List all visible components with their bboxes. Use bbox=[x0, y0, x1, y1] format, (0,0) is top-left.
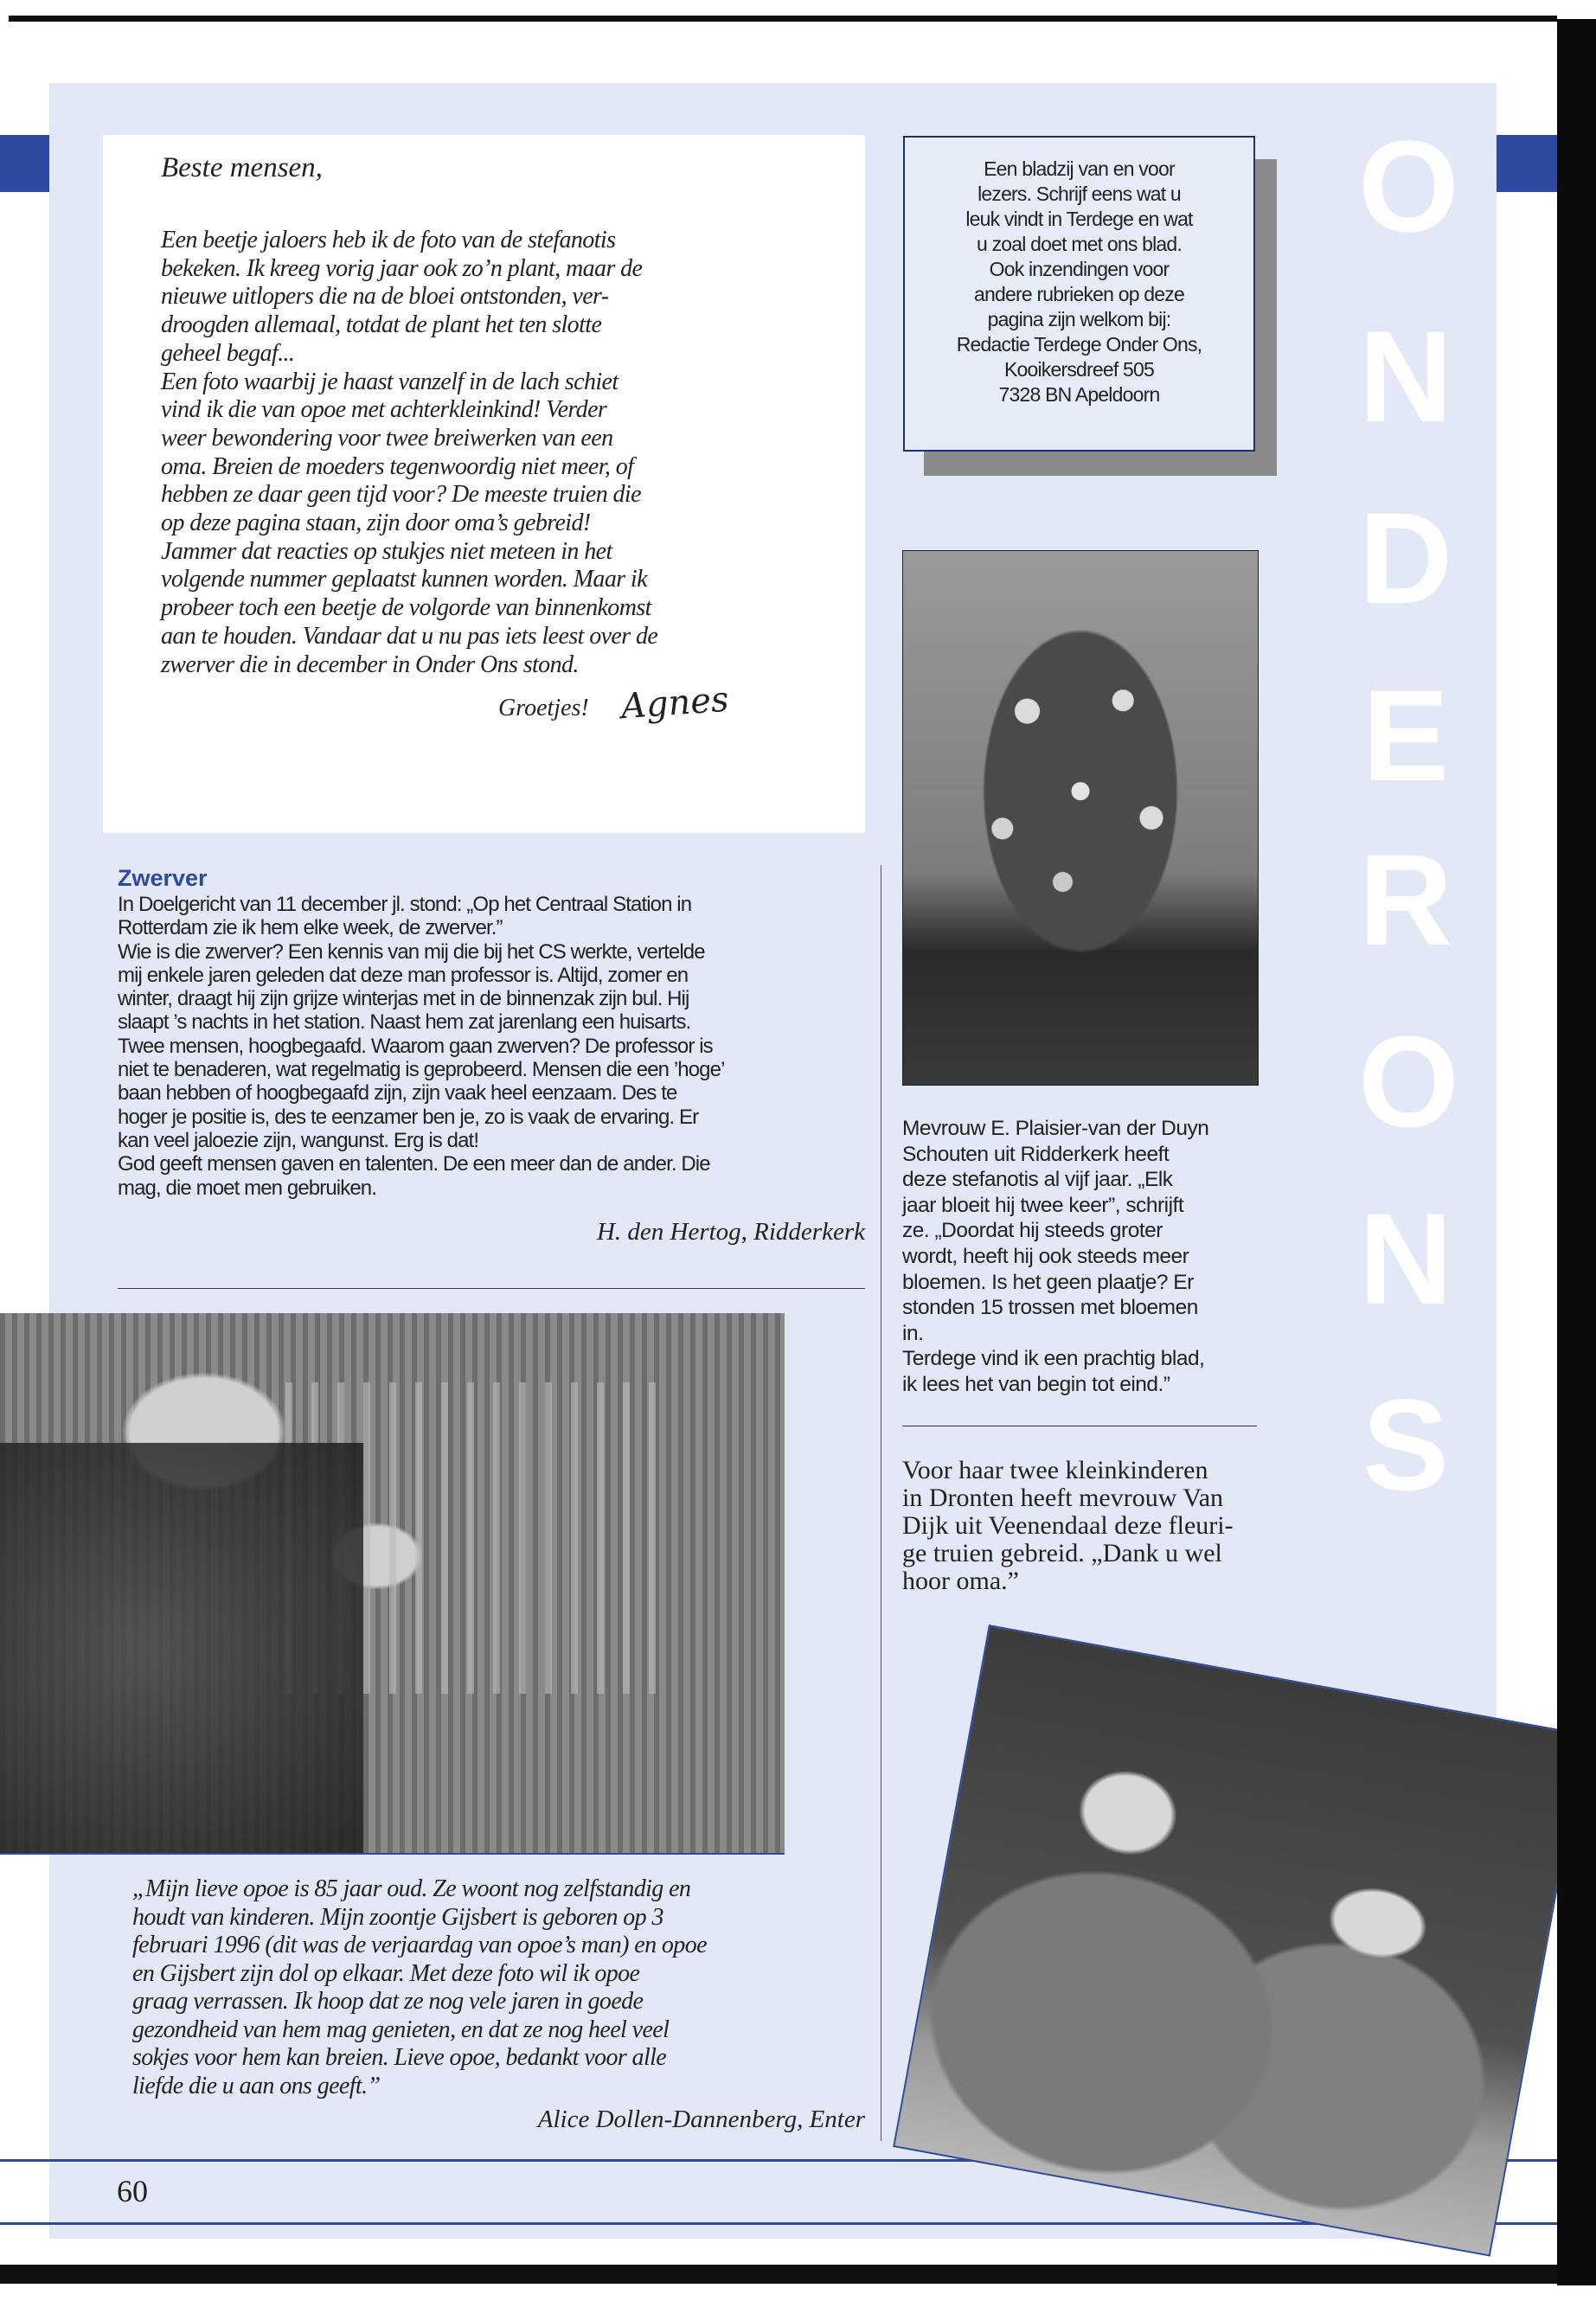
letter-line: droogden allemaal, totdat de plant het ten slotte bbox=[161, 311, 602, 339]
letter-line: Jammer dat reacties op stukjes niet meteen in het bbox=[161, 537, 612, 565]
section-title-letter: N bbox=[1358, 304, 1453, 449]
zwerver-line: slaapt ’s nachts in het station. Naast hem zat jarenlang een huisarts. bbox=[118, 1010, 691, 1035]
section-title-letter: E bbox=[1362, 663, 1450, 808]
caption-line: Voor haar twee kleinkinderen bbox=[902, 1456, 1208, 1484]
caption-line: houdt van kinderen. Mijn zoontje Gijsbert is geboren op 3 bbox=[132, 1903, 663, 1931]
zwerver-line: hoger je positie is, des te eenzamer ben je, zo is vaak de ervaring. Er bbox=[118, 1105, 699, 1129]
zwerver-line: In Doelgericht van 11 december jl. stond: „Op het Centraal Station in bbox=[118, 893, 692, 916]
zwerver-line: mij enkele jaren geleden dat deze man professor is. Altijd, zomer en bbox=[118, 963, 689, 987]
grandmother-photo-caption bbox=[132, 1875, 707, 2100]
zwerver-line: Rotterdam zie ik hem elke week, de zwerver.” bbox=[118, 916, 503, 940]
letter-body bbox=[161, 227, 657, 679]
caption-line: „Mijn lieve opoe is 85 jaar oud. Ze woont nog zelfstandig en bbox=[132, 1875, 691, 1902]
caption-line: sokjes voor hem kan breien. Lieve opoe, bedankt voor alle bbox=[132, 2044, 667, 2071]
horizontal-rule bbox=[118, 1288, 865, 1289]
section-title-letter: O bbox=[1358, 113, 1459, 259]
caption-line: en Gijsbert zijn dol op elkaar. Met deze foto wil ik opoe bbox=[132, 1959, 640, 1987]
letter-line: nieuwe uitlopers die na de bloei ontstonden, ver- bbox=[161, 283, 609, 311]
caption-line: in. bbox=[902, 1321, 924, 1345]
letter-line: oma. Breien de moeders tegenwoordig niet meer, of bbox=[161, 452, 634, 480]
info-line: Kooikersdreef 505 bbox=[1003, 358, 1155, 381]
grandmother-caption-author: Alice Dollen-Dannenberg, Enter bbox=[537, 2106, 865, 2133]
caption-line: gezondheid van hem mag genieten, en dat ze nog heel veel bbox=[132, 2016, 670, 2043]
zwerver-line: niet te benaderen, wat regelmatig is geprobeerd. Mensen die een ’hoge’ bbox=[118, 1058, 725, 1082]
section-title-letter: O bbox=[1358, 1009, 1459, 1154]
caption-line: Mevrouw E. Plaisier-van der Duyn bbox=[902, 1117, 1209, 1140]
caption-line: liefde die u aan ons geeft.” bbox=[132, 2072, 381, 2099]
zwerver-line: baan hebben of hoogbegaafd zijn, zijn vaak heel eenzaam. Des te bbox=[118, 1081, 677, 1106]
letter-line: hebben ze daar geen tijd voor? De meeste truien die bbox=[161, 481, 641, 509]
info-line: lezers. Schrijf eens wat u bbox=[977, 183, 1181, 205]
caption-line: ze. „Doordat hij steeds groter bbox=[902, 1219, 1163, 1243]
letter-line: volgende nummer geplaatst kunnen worden. Maar ik bbox=[161, 566, 647, 593]
kids-photo-caption bbox=[902, 1457, 1234, 1595]
photo-armchair-detail bbox=[0, 1443, 363, 1853]
handwritten-signature: Agnes bbox=[619, 679, 730, 727]
caption-line: hoor oma.” bbox=[902, 1567, 1019, 1595]
caption-line: Dijk uit Veenendaal deze fleuri- bbox=[902, 1511, 1234, 1540]
letter-line: bekeken. Ik kreeg vorig jaar ook zo’n plant, maar de bbox=[161, 254, 643, 282]
caption-line: bloemen. Is het geen plaatje? Er bbox=[902, 1270, 1194, 1294]
caption-line: ge truien gebreid. „Dank u wel bbox=[902, 1539, 1222, 1567]
info-line: 7328 BN Apeldoorn bbox=[998, 383, 1160, 406]
zwerver-line: God geeft mensen gaven en talenten. De een meer dan de ander. Die bbox=[118, 1152, 710, 1176]
letter-line: Een foto waarbij je haast vanzelf in de lach schiet bbox=[161, 368, 619, 395]
scan-edge-bottom bbox=[0, 2265, 1557, 2284]
caption-line: februari 1996 (dit was de verjaardag van opoe’s man) en opoe bbox=[132, 1932, 707, 1958]
section-title-letter: S bbox=[1362, 1372, 1450, 1517]
caption-line: stonden 15 trossen met bloemen bbox=[902, 1296, 1198, 1320]
letter-greeting: Beste mensen, bbox=[161, 152, 323, 183]
letter-line: probeer toch een beetje de volgorde van binnenkomst bbox=[161, 594, 651, 622]
caption-line: ik lees het van begin tot eind.” bbox=[902, 1372, 1170, 1396]
section-title-letter: D bbox=[1358, 485, 1453, 631]
info-line: u zoal doet met ons blad. bbox=[977, 233, 1182, 255]
zwerver-line: winter, draagt hij zijn grijze winterjas met in de binnenzak zijn bul. Hij bbox=[118, 987, 689, 1011]
info-line: andere rubrieken op deze bbox=[974, 283, 1184, 305]
two-girls-sweaters-photo bbox=[893, 1625, 1586, 2257]
caption-line: in Dronten heeft mevrouw Van bbox=[902, 1484, 1224, 1512]
letter-line: zwerver die in december in Onder Ons stond. bbox=[161, 651, 579, 678]
section-title-letter: R bbox=[1358, 827, 1453, 972]
letter-line: weer bewondering voor twee breiwerken van een bbox=[161, 424, 613, 452]
letter-line: aan te houden. Vandaar dat u nu pas iets leest over de bbox=[161, 622, 658, 650]
zwerver-author: H. den Hertog, Ridderkerk bbox=[596, 1218, 865, 1246]
grandmother-with-baby-photo bbox=[0, 1313, 785, 1855]
info-line: Redactie Terdege Onder Ons, bbox=[956, 333, 1202, 356]
zwerver-line: kan veel jaloezie zijn, wangunst. Erg is dat! bbox=[118, 1128, 479, 1152]
page-number: 60 bbox=[117, 2174, 148, 2208]
info-line: Ook inzendingen voor bbox=[989, 258, 1170, 280]
caption-line: graag verrassen. Ik hoop dat ze nog vele jaren in goede bbox=[132, 1988, 644, 2015]
letter-line: geheel begaf... bbox=[161, 339, 295, 367]
letter-line: Een beetje jaloers heb ik de foto van de stefanotis bbox=[161, 227, 616, 253]
zwerver-line: mag, die moet men gebruiken. bbox=[118, 1176, 376, 1200]
zwerver-line: Wie is die zwerver? Een kennis van mij die bij het CS werkte, vertelde bbox=[118, 939, 705, 964]
info-box bbox=[903, 136, 1255, 452]
letter-line: vind ik die van opoe met achterkleinkind! Verder bbox=[161, 396, 607, 424]
stefanotis-plant-photo bbox=[902, 550, 1259, 1086]
left-accent-tab bbox=[0, 135, 49, 192]
info-line: pagina zijn welkom bij: bbox=[987, 308, 1171, 330]
caption-line: Schouten uit Ridderkerk heeft bbox=[902, 1142, 1170, 1166]
info-line: Een bladzij van en voor bbox=[984, 157, 1175, 180]
caption-line: Terdege vind ik een prachtig blad, bbox=[902, 1347, 1205, 1371]
plant-photo-caption bbox=[902, 1116, 1208, 1398]
zwerver-heading: Zwerver bbox=[118, 865, 208, 891]
caption-line: jaar bloeit hij twee keer”, schrijft bbox=[902, 1193, 1184, 1217]
letter-closing: Groetjes! bbox=[498, 695, 589, 721]
section-title-letter: N bbox=[1358, 1186, 1453, 1331]
right-accent-tab bbox=[1497, 135, 1557, 192]
scan-edge-right bbox=[1557, 19, 1596, 2285]
info-line: leuk vindt in Terdege en wat bbox=[965, 208, 1193, 230]
top-border bbox=[9, 16, 1557, 22]
caption-line: wordt, heeft hij ook steeds meer bbox=[902, 1244, 1189, 1268]
letter-line: op deze pagina staan, zijn door oma’s gebreid! bbox=[161, 510, 591, 537]
info-box-text bbox=[905, 157, 1253, 407]
zwerver-body bbox=[118, 893, 725, 1200]
zwerver-line: Twee mensen, hoogbegaafd. Waarom gaan zwerven? De professor is bbox=[118, 1034, 713, 1058]
caption-line: deze stefanotis al vijf jaar. „Elk bbox=[902, 1168, 1173, 1192]
